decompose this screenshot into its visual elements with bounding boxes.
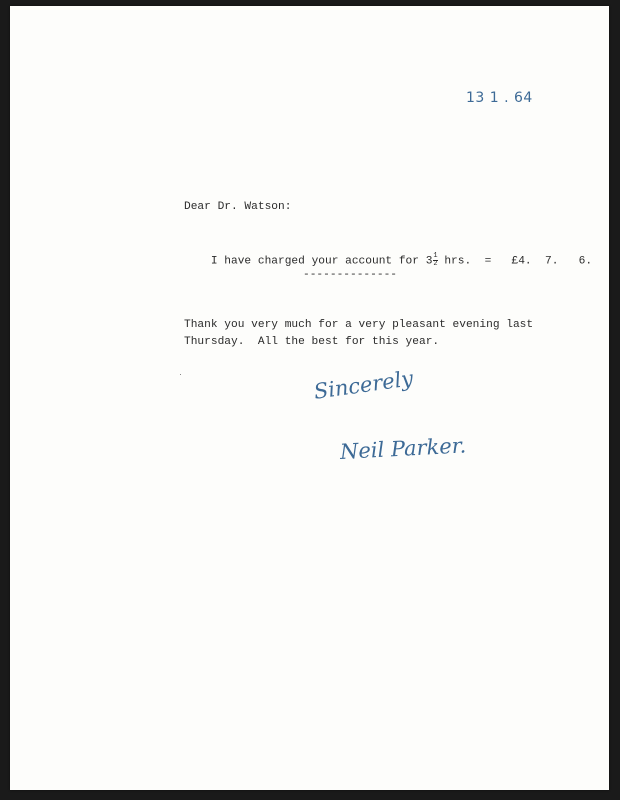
body-line-1: Thank you very much for a very pleasant evening last xyxy=(184,319,534,331)
handwritten-date: 13 1 . 64 xyxy=(466,90,533,106)
charge-text-prefix: I have charged your account for 3 xyxy=(210,255,433,268)
separator-line: -------------- xyxy=(303,269,397,281)
handwritten-closing: Sincerely xyxy=(312,366,415,404)
paper-speck xyxy=(180,374,181,375)
charge-text-suffix: hrs. = £4. 7. 6. xyxy=(437,255,593,268)
salutation: Dear Dr. Watson: xyxy=(184,201,292,213)
body-line-2: Thursday. All the best for this year. xyxy=(184,336,440,348)
fraction-numerator: 1 xyxy=(433,252,438,261)
fraction-denominator: 2 xyxy=(433,260,438,269)
letter-page xyxy=(10,6,609,790)
handwritten-signature: Neil Parker. xyxy=(339,433,467,464)
